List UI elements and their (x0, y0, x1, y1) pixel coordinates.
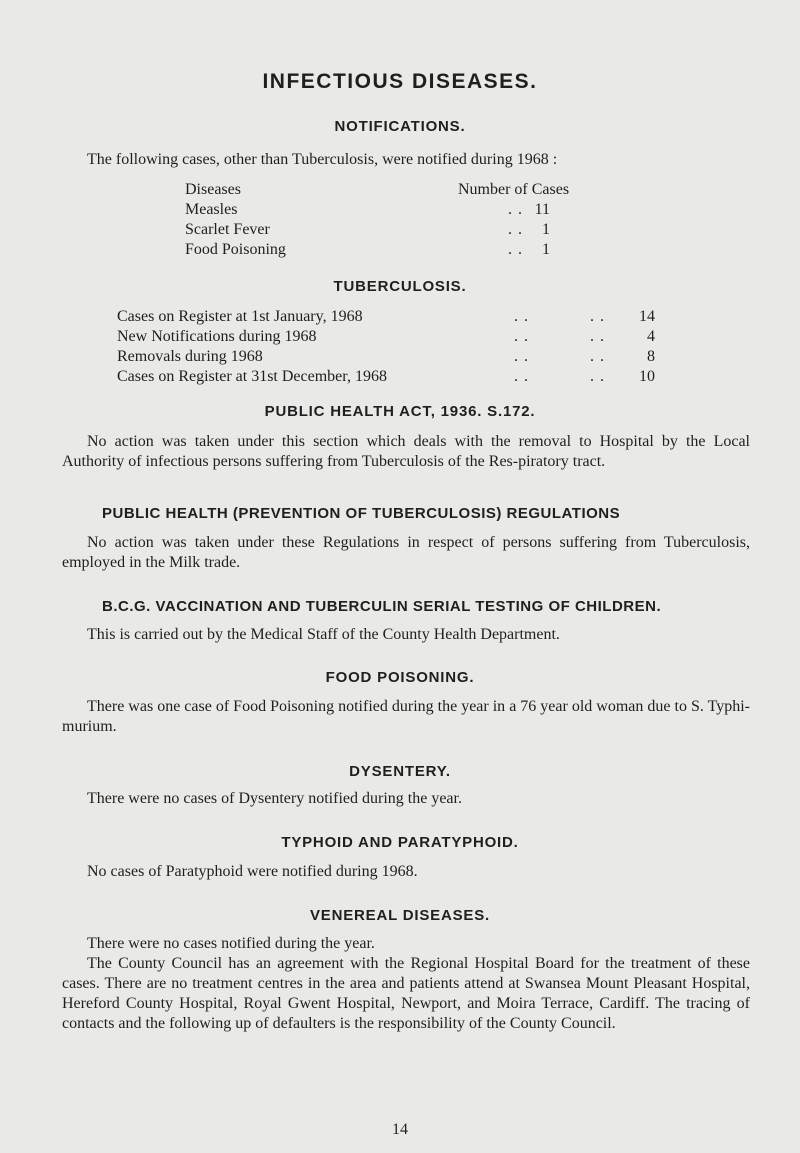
leader-dots: . . (590, 348, 605, 365)
tb-label: Removals during 1968 (117, 348, 263, 365)
leader-dots: . . (590, 368, 605, 385)
tb-value: 8 (647, 348, 655, 365)
disease-name: Scarlet Fever (185, 221, 270, 238)
venereal-text-1: There were no cases notified during the year. (87, 935, 375, 952)
case-count: 11 (534, 201, 550, 218)
leader-dots: . . (508, 221, 523, 238)
case-count: 1 (542, 241, 550, 258)
leader-dots: . . (514, 348, 529, 365)
leader-dots: . . (514, 328, 529, 345)
bcg-text: This is carried out by the Medical Staff of the County Health Department. (87, 626, 560, 643)
leader-dots: . . (508, 201, 523, 218)
typhoid-text: No cases of Paratyphoid were notified during 1968. (87, 863, 418, 880)
tb-value: 4 (647, 328, 655, 345)
prevention-heading: PUBLIC HEALTH (PREVENTION OF TUBERCULOSIS) REGULATIONS (102, 505, 621, 522)
food-heading: FOOD POISONING. (325, 669, 475, 686)
col-header-diseases: Diseases (185, 181, 241, 198)
page-title: INFECTIOUS DISEASES. (262, 70, 538, 93)
notifications-heading: NOTIFICATIONS. (334, 118, 466, 135)
tb-label: Cases on Register at 31st December, 1968 (117, 368, 387, 385)
tb-label: Cases on Register at 1st January, 1968 (117, 308, 363, 325)
leader-dots: . . (590, 328, 605, 345)
leader-dots: . . (590, 308, 605, 325)
disease-name: Measles (185, 201, 238, 218)
tb-value: 14 (639, 308, 655, 325)
disease-name: Food Poisoning (185, 241, 286, 258)
venereal-heading: VENEREAL DISEASES. (309, 907, 490, 924)
pha-heading: PUBLIC HEALTH ACT, 1936. S.172. (264, 403, 536, 420)
case-count: 1 (542, 221, 550, 238)
dysentery-heading: DYSENTERY. (349, 763, 451, 780)
tb-label: New Notifications during 1968 (117, 328, 317, 345)
leader-dots: . . (514, 308, 529, 325)
tb-value: 10 (639, 368, 655, 385)
leader-dots: . . (514, 368, 529, 385)
bcg-heading: B.C.G. VACCINATION AND TUBERCULIN SERIAL TESTING OF CHILDREN. (102, 598, 662, 615)
typhoid-heading: TYPHOID AND PARATYPHOID. (281, 834, 519, 851)
col-header-cases: Number of Cases (458, 181, 570, 198)
leader-dots: . . (508, 241, 523, 258)
dysentery-text: There were no cases of Dysentery notified during the year. (87, 790, 462, 807)
page-number: 14 (392, 1121, 408, 1138)
food-text: There was one case of Food Poisoning notified during the year in a 76 year old woman due to S. Typhi-murium. (62, 698, 750, 735)
prevention-text: No action was taken under these Regulations in respect of persons suffering from Tuberculosis, employed in the Milk trade. (62, 534, 750, 571)
pha-text: No action was taken under this section which deals with the removal to Hospital by the Local Authority of infectious persons suffering from Tuberculosis of the Res-piratory tract. (62, 433, 750, 470)
venereal-text-2: The County Council has an agreement with the Regional Hospital Board for the treatment of these cases. There are no treatment centres in the area and patients attend at Swansea Mount Pleasant Hospital, Hereford County Hospital, Royal Gwent Hospital, Newport, and Moira Terrace, Cardiff. The tracing of contacts and the following up of defaulters is the responsibility of the County Council. (62, 955, 750, 1032)
notifications-intro: The following cases, other than Tuberculosis, were notified during 1968 : (87, 151, 558, 168)
tuberculosis-heading: TUBERCULOSIS. (333, 278, 467, 295)
